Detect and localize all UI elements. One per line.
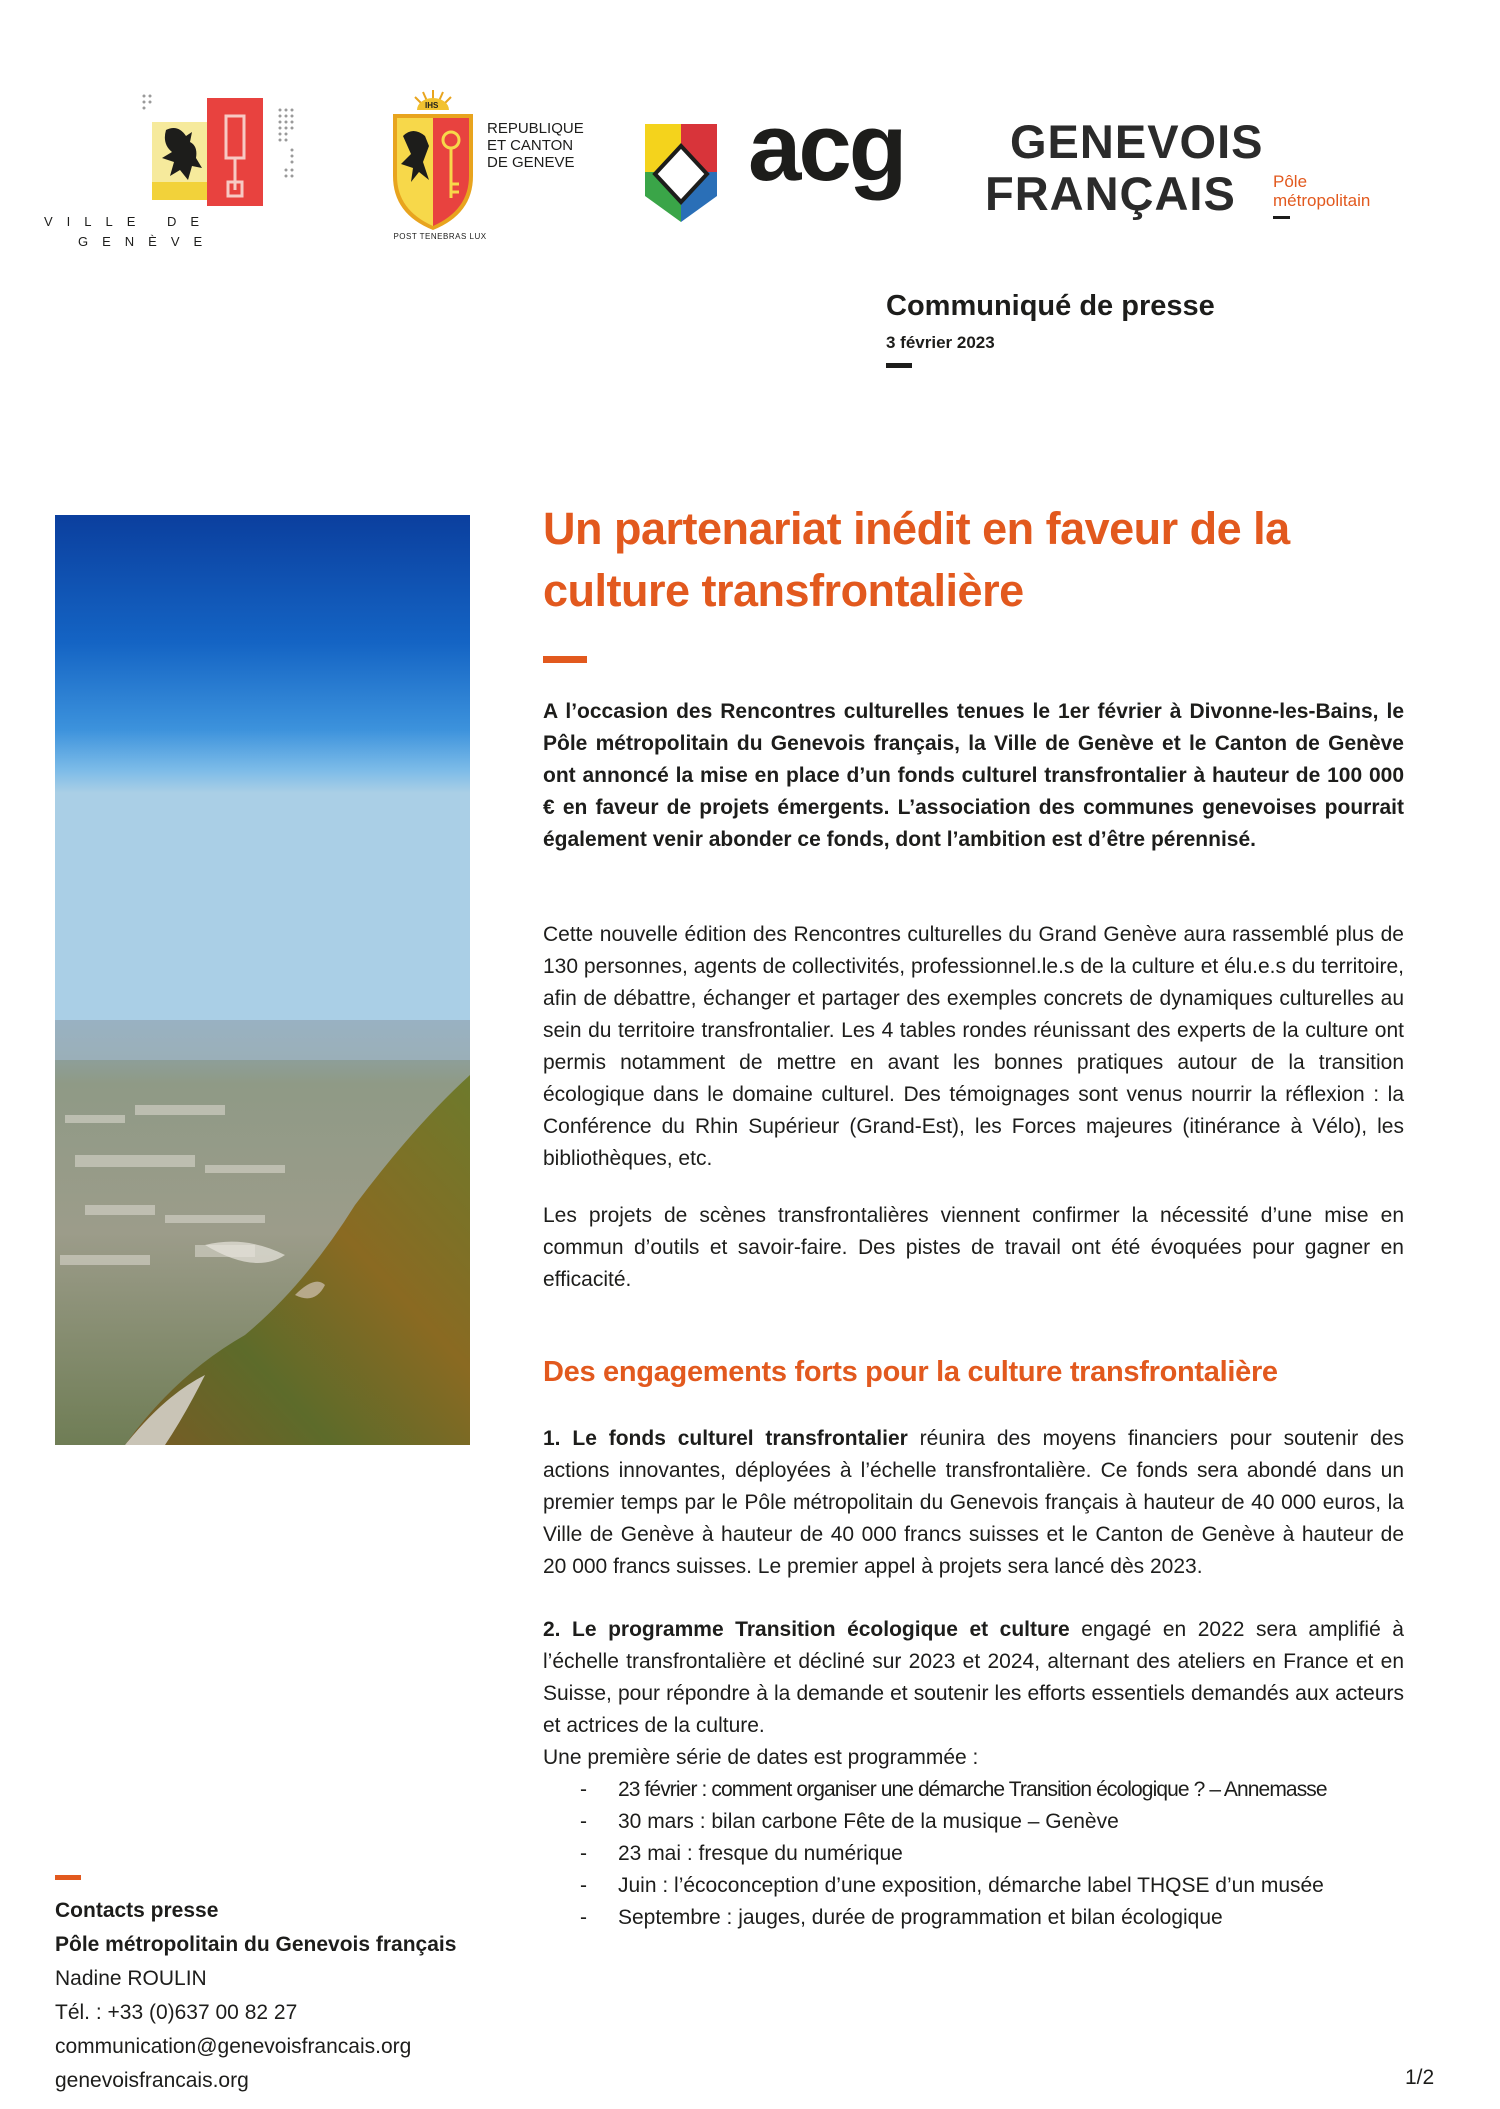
date-item-text: 23 février : comment organiser une démarche Transition écologique ? – Annemasse bbox=[618, 1778, 1327, 1801]
list-item bbox=[580, 1902, 1410, 1934]
dates-intro: Une première série de dates est programmée : bbox=[543, 1746, 979, 1769]
body-paragraph-2: Les projets de scènes transfrontalières viennent confirmer la nécessité d’une mise en commun d’outils et savoir-faire. Des pistes de travail ont été évoquées pour gagner en efficacité. bbox=[543, 1204, 1404, 1291]
section-subheading: Des engagements forts pour la culture transfrontalière bbox=[543, 1356, 1278, 1388]
svg-text:IHS: IHS bbox=[425, 101, 439, 110]
canton-wordmark bbox=[487, 120, 584, 171]
press-contacts bbox=[55, 1894, 456, 2098]
page-number: 1/2 bbox=[1405, 2066, 1435, 2089]
canton-line2: ET CANTON bbox=[487, 137, 574, 154]
pole-metropolitain-label bbox=[1273, 172, 1370, 210]
press-release-title: Communiqué de presse bbox=[886, 290, 1215, 322]
contact-name: Nadine ROULIN bbox=[55, 1967, 207, 1990]
list-bullet: - bbox=[580, 1906, 587, 1929]
date-item-text: 23 mai : fresque du numérique bbox=[618, 1842, 903, 1865]
canton-line3: DE GENEVE bbox=[487, 154, 575, 171]
list-bullet: - bbox=[580, 1842, 587, 1865]
article-headline: Un partenariat inédit en faveur de la culture transfrontalière bbox=[543, 503, 1290, 616]
contact-email[interactable]: communication@genevoisfrancais.org bbox=[55, 2035, 412, 2058]
contact-phone: Tél. : +33 (0)637 00 82 27 bbox=[55, 2001, 298, 2024]
contacts-organisation: Pôle métropolitain du Genevois français bbox=[55, 1933, 457, 1956]
ville-de-geneve-caption bbox=[44, 212, 244, 252]
logo-dash bbox=[1273, 216, 1290, 219]
canton-motto: POST TENEBRAS LUX bbox=[393, 232, 487, 241]
dates-list bbox=[580, 1774, 1410, 1934]
genevois-francais-line1: GENEVOIS bbox=[1010, 115, 1264, 168]
list-bullet: - bbox=[580, 1778, 587, 1801]
commitment-1 bbox=[543, 1423, 1404, 1583]
press-release-date: 3 février 2023 bbox=[886, 333, 995, 352]
ville-caption-line1: VILLE DE bbox=[44, 214, 214, 229]
ville-caption-line2: GENÈVE bbox=[78, 234, 217, 249]
body-paragraph-1: Cette nouvelle édition des Rencontres culturelles du Grand Genève aura rassemblé plus de 130 personnes, agents de collectivités, professionnel.le.s de la culture et élu.e.s du territoire, afin de débattre, échanger et partager des exemples concrets de dynamiques culturelles au sein du territoire transfrontalier. Les 4 tables rondes réunissant des experts de la culture ont permis notamment de mettre en avant les bonnes pratiques autour de la transition écologique dans le domaine culturel. Des témoignages sont venus nourrir la réflexion : la Conférence du Rhin Supérieur (Grand-Est), les Forces majeures (itinérance à Vélo), les bibliothèques, etc. bbox=[543, 923, 1404, 1170]
contacts-dash bbox=[55, 1875, 81, 1880]
list-bullet: - bbox=[580, 1874, 587, 1897]
date-item-text: Juin : l’écoconception d’une exposition, démarche label THQSE d’un musée bbox=[618, 1874, 1324, 1897]
pole-line2: métropolitain bbox=[1273, 191, 1371, 210]
genevois-francais-line2: FRANÇAIS bbox=[985, 167, 1236, 220]
mountain-landscape-photo bbox=[55, 515, 470, 1445]
commitment-1-title: 1. Le fonds culturel transfrontalier bbox=[543, 1427, 908, 1450]
list-item bbox=[580, 1870, 1410, 1902]
commitment-2-title: 2. Le programme Transition écologique et culture bbox=[543, 1618, 1070, 1641]
contact-website[interactable]: genevoisfrancais.org bbox=[55, 2069, 249, 2092]
list-item bbox=[580, 1838, 1410, 1870]
list-bullet: - bbox=[580, 1810, 587, 1833]
commitment-2-body: engagé en 2022 sera amplifié à l’échelle transfrontalière et décliné sur 2023 et 2024, alternant des ateliers en France et en Suisse, pour répondre à la demande et soutenir les efforts essentiels demandés aux acteurs et actrices de la culture. bbox=[543, 1618, 1404, 1737]
date-item-text: Septembre : jauges, durée de programmation et bilan écologique bbox=[618, 1906, 1223, 1929]
canton-line1: REPUBLIQUE bbox=[487, 120, 584, 137]
pole-line1: Pôle bbox=[1273, 172, 1308, 191]
list-item bbox=[580, 1806, 1410, 1838]
headline-dash bbox=[543, 656, 587, 663]
commitment-2 bbox=[543, 1614, 1404, 1742]
contacts-heading: Contacts presse bbox=[55, 1899, 219, 1922]
header-dash bbox=[886, 363, 912, 368]
date-item-text: 30 mars : bilan carbone Fête de la musique – Genève bbox=[618, 1810, 1119, 1833]
acg-wordmark: acg bbox=[748, 94, 905, 201]
commitment-1-body: réunira des moyens financiers pour soutenir des actions innovantes, déployées à l’échelle transfrontalière. Ce fonds sera abondé dans un premier temps par le Pôle métropolitain du Genevois français à hauteur de 40 000 euros, la Ville de Genève à hauteur de 40 000 francs suisses et le Canton de Genève à hauteur de 20 000 francs suisses. Le premier appel à projets sera lancé dès 2023. bbox=[543, 1427, 1404, 1578]
lead-paragraph: A l’occasion des Rencontres culturelles tenues le 1er février à Divonne-les-Bains, le Pôle métropolitain du Genevois français, la Ville de Genève et le Canton de Genève ont annoncé la mise en place d’un fonds culturel transfrontalier à hauteur de 100 000 € en faveur de projets émergents. L’association des communes genevoises pourrait également venir abonder ce fonds, dont l’ambition est d’être pérennisé. bbox=[543, 700, 1404, 851]
list-item bbox=[580, 1774, 1410, 1806]
